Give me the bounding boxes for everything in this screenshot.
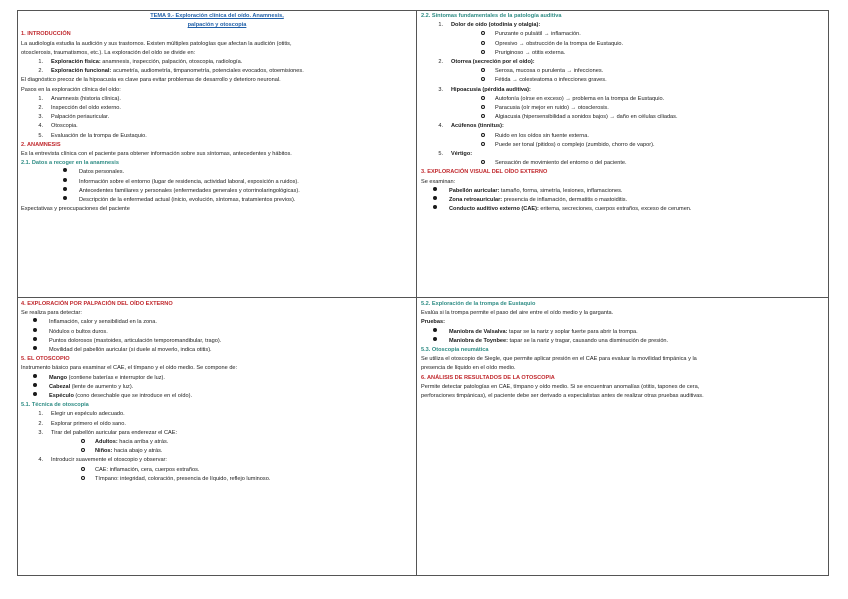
symptom-label: Otorrea (secreción por el oído): xyxy=(451,59,535,66)
list-item-number: 2. xyxy=(38,68,43,75)
list-item-label: Zona retroauricular: xyxy=(449,197,503,204)
document-table xyxy=(17,10,829,576)
list-item-text: Tirar del pabellón auricular para enderezar el CAE: xyxy=(51,429,178,436)
symptom-subitem-bullet xyxy=(481,77,485,81)
list-item xyxy=(21,132,413,141)
list-item-bullet xyxy=(33,337,37,341)
symptom-subitem-text: Ruido en los oídos sin fuente externa. xyxy=(495,132,589,139)
symptom-number: 4. xyxy=(438,123,443,130)
exploration-steps-list xyxy=(21,95,413,141)
list-item-text: (lente de aumento y luz). xyxy=(70,383,134,390)
list-item-label: Exploración funcional: xyxy=(51,68,112,75)
symptom-item xyxy=(421,58,826,67)
list-item-bullet xyxy=(433,187,437,191)
intro-paragraph-4: Pasos en la exploración clínica del oído: xyxy=(21,86,121,93)
list-item xyxy=(21,113,413,122)
symptom-subitem xyxy=(421,40,826,49)
list-item xyxy=(21,346,413,355)
symptom-subitem xyxy=(421,49,826,58)
resultados-paragraph-2: perforaciones timpánicas), el paciente debe ser derivado a especialistas antes de realizar otras pruebas auditivas. xyxy=(421,393,704,400)
list-item-text: Inspección del oído externo. xyxy=(51,105,121,112)
heading-anamnesis: 2. ANAMNESIS xyxy=(21,141,61,148)
list-item-text: Anamnesis (historia clínica). xyxy=(51,95,121,102)
cell-top-right xyxy=(421,12,826,214)
list-item-text: Descripción de la enfermedad actual (inicio, evolución, síntomas, tratamientos previos). xyxy=(79,197,296,204)
symptom-item xyxy=(421,21,826,30)
list-item xyxy=(21,383,413,392)
list-item-text: Inflamación, calor y sensibilidad en la zona. xyxy=(49,319,157,326)
list-item-text: Información sobre el entorno (lugar de residencia, actividad laboral, exposición a ruidos). xyxy=(79,178,299,185)
list-item-number: 4. xyxy=(38,457,43,464)
column-divider xyxy=(416,11,417,575)
symptom-subitem-text: Punzante o pulsátil → inflamación. xyxy=(495,31,581,38)
symptom-subitem-bullet xyxy=(481,114,485,118)
visual-exam-list xyxy=(421,187,826,215)
symptom-subitem xyxy=(421,67,826,76)
list-item xyxy=(21,178,413,187)
anamnesis-expectations: Expectativas y preocupaciones del paciente xyxy=(21,206,130,213)
list-item-bullet xyxy=(63,178,67,182)
list-item-text: Antecedentes familiares y personales (enfermedades generales y otorrinolaringológicas). xyxy=(79,187,300,194)
anamnesis-data-list xyxy=(21,168,413,205)
symptom-number: 5. xyxy=(438,151,443,158)
symptom-subitem xyxy=(421,95,826,104)
list-item xyxy=(21,104,413,113)
list-item xyxy=(421,196,826,205)
list-item-text: eritema, secreciones, cuerpos extraños, exceso de cerumen. xyxy=(538,206,692,213)
list-item-text: Nódulos o bultos duros. xyxy=(49,328,108,335)
list-subitem-text: Tímpano: integridad, coloración, presencia de líquido, reflejo luminoso. xyxy=(95,475,271,482)
list-item-bullet xyxy=(63,196,67,200)
list-item-bullet xyxy=(433,205,437,209)
symptom-subitem-bullet xyxy=(481,50,485,54)
symptom-subitem-bullet xyxy=(481,105,485,109)
heading-tecnica-otoscopia: 5.1. Técnica de otoscopia xyxy=(21,402,89,409)
symptom-subitem-text: Autofonía (oírse en exceso) → problema en la trompa de Eustaquio. xyxy=(495,95,665,102)
symptom-subitem xyxy=(421,141,826,150)
cell-bottom-right xyxy=(421,297,826,401)
list-item-text: acumetría, audiometría, timpanometría, potenciales evocados, otoemisiones. xyxy=(111,68,304,75)
list-item xyxy=(21,122,413,131)
list-item-text: Introducir suavemente el otoscopio y observar: xyxy=(51,457,167,464)
list-item-number: 4. xyxy=(38,123,43,130)
list-item-text: Datos personales. xyxy=(79,169,125,176)
list-item xyxy=(421,187,826,196)
list-item-bullet xyxy=(433,337,437,341)
list-item xyxy=(21,67,413,76)
list-item xyxy=(21,337,413,346)
symptom-subitem-text: Pruriginoso → otitis externa. xyxy=(495,49,566,56)
list-subitem-text: CAE: inflamación, cera, cuerpos extraños. xyxy=(95,466,200,473)
list-item-number: 3. xyxy=(38,429,43,436)
symptom-subitem-bullet xyxy=(481,160,485,164)
heading-sintomas: 2.2. Síntomas fundamentales de la patología auditiva xyxy=(421,13,562,19)
list-item-number: 5. xyxy=(38,132,43,139)
eustachian-tests-list xyxy=(421,328,826,346)
symptom-subitem-text: Paracusia (oír mejor en ruido) → otosclerosis. xyxy=(495,105,609,112)
list-item-bullet xyxy=(433,328,437,332)
symptom-subitem xyxy=(421,104,826,113)
list-item-bullet xyxy=(63,187,67,191)
list-item xyxy=(21,328,413,337)
list-item xyxy=(21,187,413,196)
symptom-item xyxy=(421,150,826,159)
neumatica-paragraph-1: Se utiliza el otoscopio de Siegle, que permite aplicar presión en el CAE para evaluar la movilidad timpánica y la xyxy=(421,356,697,363)
list-item-text: Movilidad del pabellón auricular (si duele al moverlo, indica otitis). xyxy=(49,347,212,354)
list-subitem-bullet xyxy=(81,467,85,471)
list-item-text: tamaño, forma, simetría, lesiones, inflamaciones. xyxy=(499,187,623,194)
list-subitem xyxy=(21,447,413,456)
list-item-bullet xyxy=(33,383,37,387)
list-item-text: tapar se la nariz y tragar, causando una disminución de presión. xyxy=(507,337,669,344)
list-item-number: 1. xyxy=(38,411,43,418)
heading-trompa-eustaquio: 5.2. Exploración de la trompa de Eustaquio xyxy=(421,301,536,307)
list-item-label: Pabellón auricular: xyxy=(449,187,500,194)
cell-top-left xyxy=(21,12,413,214)
list-subitem-bullet xyxy=(81,448,85,452)
symptom-label: Dolor de oído (otodinia y otalgia): xyxy=(451,22,541,29)
list-subitem-text: hacia arriba y atrás. xyxy=(117,439,169,446)
list-item-text: (contiene baterías e interruptor de luz). xyxy=(67,374,165,381)
heading-introduccion: 1. INTRODUCCIÓN xyxy=(21,31,71,38)
list-item-number: 1. xyxy=(38,95,43,102)
heading-otoscopia-neumatica: 5.3. Otoscopia neumática xyxy=(421,347,489,354)
list-item-text: presencia de inflamación, dermatitis o mastoiditis. xyxy=(502,197,628,204)
list-item-text: Otoscopia. xyxy=(51,123,78,130)
list-item-bullet xyxy=(33,392,37,396)
symptom-subitem-bullet xyxy=(481,31,485,35)
symptom-subitem-text: Puede ser tonal (pitidos) o complejo (zumbido, chorro de vapor). xyxy=(495,141,655,148)
list-subitem-text: hacia abajo y atrás. xyxy=(112,448,163,455)
list-item-bullet xyxy=(33,328,37,332)
list-subitem xyxy=(21,466,413,475)
list-item-bullet xyxy=(433,196,437,200)
document-title-line1: TEMA 9.- Exploración clínica del oído. Anamnesis, xyxy=(150,13,284,19)
list-item-number: 2. xyxy=(38,105,43,112)
symptom-subitem xyxy=(421,159,826,168)
heading-datos-anamnesis: 2.1. Datos a recoger en la anamnesis xyxy=(21,160,119,167)
list-subitem xyxy=(21,438,413,447)
symptom-subitem xyxy=(421,113,826,122)
list-item xyxy=(21,374,413,383)
symptom-number: 2. xyxy=(438,59,443,66)
list-item-label: Espéculo xyxy=(49,393,74,400)
list-item-number: 2. xyxy=(38,420,43,427)
list-subitem xyxy=(21,475,413,484)
symptom-number: 1. xyxy=(438,22,443,29)
otoscopio-intro: Instrumento básico para examinar el CAE, el tímpano y el oído medio. Se compone de: xyxy=(21,365,238,372)
cell-bottom-left xyxy=(21,297,413,484)
symptom-subitem-bullet xyxy=(481,41,485,45)
list-item xyxy=(421,205,826,214)
symptom-label: Acúfenos (tinnitus): xyxy=(451,123,504,130)
symptom-subitem xyxy=(421,30,826,39)
resultados-paragraph-1: Permite detectar patologías en CAE, tímpano y oído medio. Si se encuentran anomalías (otitis, tapones de cera, xyxy=(421,383,700,390)
symptom-label: Vértigo: xyxy=(451,151,473,158)
exploration-type-list xyxy=(21,58,413,76)
document-title-line2: palpación y otoscopia xyxy=(187,22,247,29)
list-item-text: Evaluación de la trompa de Eustaquio. xyxy=(51,132,147,139)
symptom-subitem-text: Opresivo → obstrucción de la trompa de Eustaquio. xyxy=(495,40,624,47)
symptom-subitem-text: Algiacusia (hipersensibilidad a sonidos bajos) → daño en células ciliadas. xyxy=(495,114,678,121)
intro-paragraph-1: La audiología estudia la audición y sus trastornos. Existen múltiples patologías que afectan la audición (otitis, xyxy=(21,40,292,47)
list-item-bullet xyxy=(33,374,37,378)
list-item xyxy=(21,168,413,177)
list-item xyxy=(21,420,413,429)
symptom-number: 3. xyxy=(438,86,443,93)
list-item-label: Mango xyxy=(49,374,68,381)
symptom-subitem xyxy=(421,132,826,141)
heading-palpacion: 4. EXPLORACIÓN POR PALPACIÓN DEL OÍDO EXTERNO xyxy=(21,301,173,307)
list-item-label: Conducto auditivo externo (CAE): xyxy=(449,206,539,213)
list-item-text: Puntos dolorosos (mastoides, articulación temporomandibular, trago). xyxy=(49,337,222,344)
list-subitem-bullet xyxy=(81,439,85,443)
list-item-label: Maniobra de Toynbee: xyxy=(449,337,508,344)
symptom-subitem-text: Serosa, mucosa o purulenta → infecciones. xyxy=(495,68,604,75)
list-item xyxy=(21,456,413,465)
list-item-text: (cono desechable que se introduce en el oído). xyxy=(73,393,193,400)
heading-otoscopio: 5. EL OTOSCOPIO xyxy=(21,356,70,363)
otoscopy-steps-list xyxy=(21,410,413,484)
list-item-label: Exploración física: xyxy=(51,59,101,66)
list-item xyxy=(21,196,413,205)
list-item-text: anamnesis, inspección, palpación, otoscopia, radiología. xyxy=(100,59,243,66)
symptom-subitem-text: Fétida → colesteatoma o infecciones graves. xyxy=(495,77,607,84)
list-item xyxy=(21,410,413,419)
list-item-label: Cabezal xyxy=(49,383,71,390)
anamnesis-paragraph: Es la entrevista clínica con el paciente para obtener información sobre sus síntomas, antecedentes y hábitos. xyxy=(21,151,292,158)
list-item xyxy=(21,58,413,67)
symptom-subitem-text: Sensación de movimiento del entorno o del paciente. xyxy=(495,160,627,167)
intro-paragraph-2: otosclerosis, traumatismos, etc.). La exploración del oído se divide en: xyxy=(21,49,196,56)
symptom-item xyxy=(421,122,826,131)
symptom-subitem xyxy=(421,76,826,85)
list-item-bullet xyxy=(63,168,67,172)
list-item-bullet xyxy=(33,318,37,322)
list-item-text: Palpación periauricular. xyxy=(51,114,110,121)
list-item xyxy=(21,392,413,401)
list-subitem-label: Adultos: xyxy=(95,439,118,446)
list-item-text: Elegir un espéculo adecuado. xyxy=(51,411,125,418)
symptom-subitem-bullet xyxy=(481,133,485,137)
list-item xyxy=(421,328,826,337)
list-item xyxy=(21,95,413,104)
symptom-subitem-bullet xyxy=(481,96,485,100)
list-item-number: 1. xyxy=(38,59,43,66)
symptom-label: Hipoacusia (pérdida auditiva): xyxy=(451,86,531,93)
neumatica-paragraph-2: presencia de líquido en el oído medio. xyxy=(421,365,516,372)
list-subitem-label: Niños: xyxy=(95,448,113,455)
list-item xyxy=(421,337,826,346)
list-item xyxy=(21,429,413,438)
heading-exploracion-visual: 3. EXPLORACIÓN VISUAL DEL OÍDO EXTERNO xyxy=(421,169,548,176)
symptom-subitem-bullet xyxy=(481,68,485,72)
list-item-number: 3. xyxy=(38,114,43,121)
symptom-item xyxy=(421,86,826,95)
list-item-bullet xyxy=(33,346,37,350)
list-subitem-bullet xyxy=(81,476,85,480)
intro-paragraph-3: El diagnóstico precoz de la hipoacusia es clave para evitar problemas de desarrollo y deterioro neuronal. xyxy=(21,77,281,84)
heading-analisis-resultados: 6. ANÁLISIS DE RESULTADOS DE LA OTOSCOPIA xyxy=(421,374,555,381)
palpacion-intro: Se realiza para detectar: xyxy=(21,310,82,317)
list-item-text: tapar se la nariz y soplar fuerte para abrir la trompa. xyxy=(507,328,638,335)
list-item-text: Explorar primero el oído sano. xyxy=(51,420,126,427)
list-item-label: Maniobra de Valsalva: xyxy=(449,328,508,335)
otoscope-parts-list xyxy=(21,374,413,402)
symptoms-list xyxy=(421,21,826,168)
palpation-list xyxy=(21,318,413,355)
trompa-paragraph: Evalúa si la trompa permite el paso del aire entre el oído medio y la garganta. xyxy=(421,310,614,317)
pruebas-label: Pruebas: xyxy=(421,319,445,326)
visual-intro: Se examinan: xyxy=(421,178,456,185)
symptom-subitem-bullet xyxy=(481,142,485,146)
list-item xyxy=(21,318,413,327)
